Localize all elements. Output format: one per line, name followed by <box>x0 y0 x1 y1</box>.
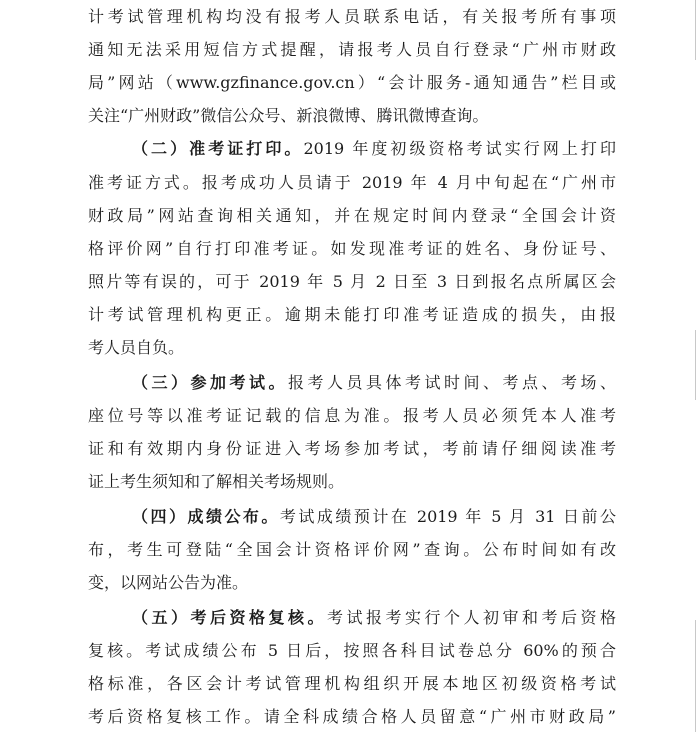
body-text-line: 格评价网”自行打印准考证。如发现准考证的姓名、身份证号、 <box>88 239 616 258</box>
body-text-line: 考后资格复核工作。请全科成绩合格人员留意“广州市财政局” <box>88 707 616 726</box>
section-heading-line <box>132 603 616 633</box>
body-text: 考试成绩预计在 2019 年 5 月 31 日前公 <box>279 507 616 526</box>
section-heading-line <box>132 134 616 164</box>
body-text-line: 计考试管理机构更正。逾期未能打印准考证造成的损失，由报 <box>88 305 616 324</box>
body-text-line: 计考试管理机构均没有报考人员联系电话，有关报考所有事项 <box>88 7 616 26</box>
document-page <box>88 0 616 732</box>
body-text-line: 财政局”网站查询相关通知，并在规定时间内登录“全国会计资 <box>88 206 616 225</box>
body-text-line: 准考证方式。报考成功人员请于 2019 年 4 月中旬起在“广州市 <box>88 173 616 192</box>
section-heading: （四）成绩公布。 <box>132 507 280 526</box>
body-text-line: 局”网站（www.gzfinance.gov.cn）“会计服务-通知通告”栏目或 <box>88 73 616 92</box>
body-text-line: 考人员自负。 <box>88 338 185 357</box>
section-heading: （二）准考证打印。 <box>132 139 304 158</box>
body-text-line: 通知无法采用短信方式提醒，请报考人员自行登录“广州市财政 <box>88 40 616 59</box>
section-heading: （五）考后资格复核。 <box>132 608 327 627</box>
body-text-line: 变，以网站公告为准。 <box>88 573 249 592</box>
body-text-line: 证上考生须知和了解相关考场规则。 <box>88 472 345 491</box>
scan-edge-mark <box>695 0 696 60</box>
body-text-line: 证和有效期内身份证进入考场参加考试，考前请仔细阅读准考 <box>88 439 616 458</box>
body-text-line: 格标准，各区会计考试管理机构组织开展本地区初级资格考试 <box>88 674 616 693</box>
section-heading-line <box>132 502 616 532</box>
body-text-line: 布，考生可登陆“全国会计资格评价网”查询。公布时间如有改 <box>88 540 616 559</box>
body-text: 考试报考实行个人初审和考后资格 <box>327 608 616 627</box>
body-text: 报考人员具体考试时间、考点、考场、 <box>288 373 616 392</box>
body-text-line: 座位号等以准考证记载的信息为准。报考人员必须凭本人准考 <box>88 406 616 425</box>
body-text-line: 复核。考试成绩公布 5 日后，按照各科目试卷总分 60%的预合 <box>88 641 616 660</box>
scan-edge-mark <box>695 330 696 400</box>
scan-edge-mark <box>695 620 696 732</box>
body-text-line: 照片等有误的，可于 2019 年 5 月 2 日至 3 日到报名点所属区会 <box>88 272 616 291</box>
body-text: 2019 年度初级资格考试实行网上打印 <box>303 139 616 158</box>
body-text-line: 关注“广州财政”微信公众号、新浪微博、腾讯微博查询。 <box>88 106 489 125</box>
section-heading-line <box>132 368 616 398</box>
section-heading: （三）参加考试。 <box>132 373 288 392</box>
